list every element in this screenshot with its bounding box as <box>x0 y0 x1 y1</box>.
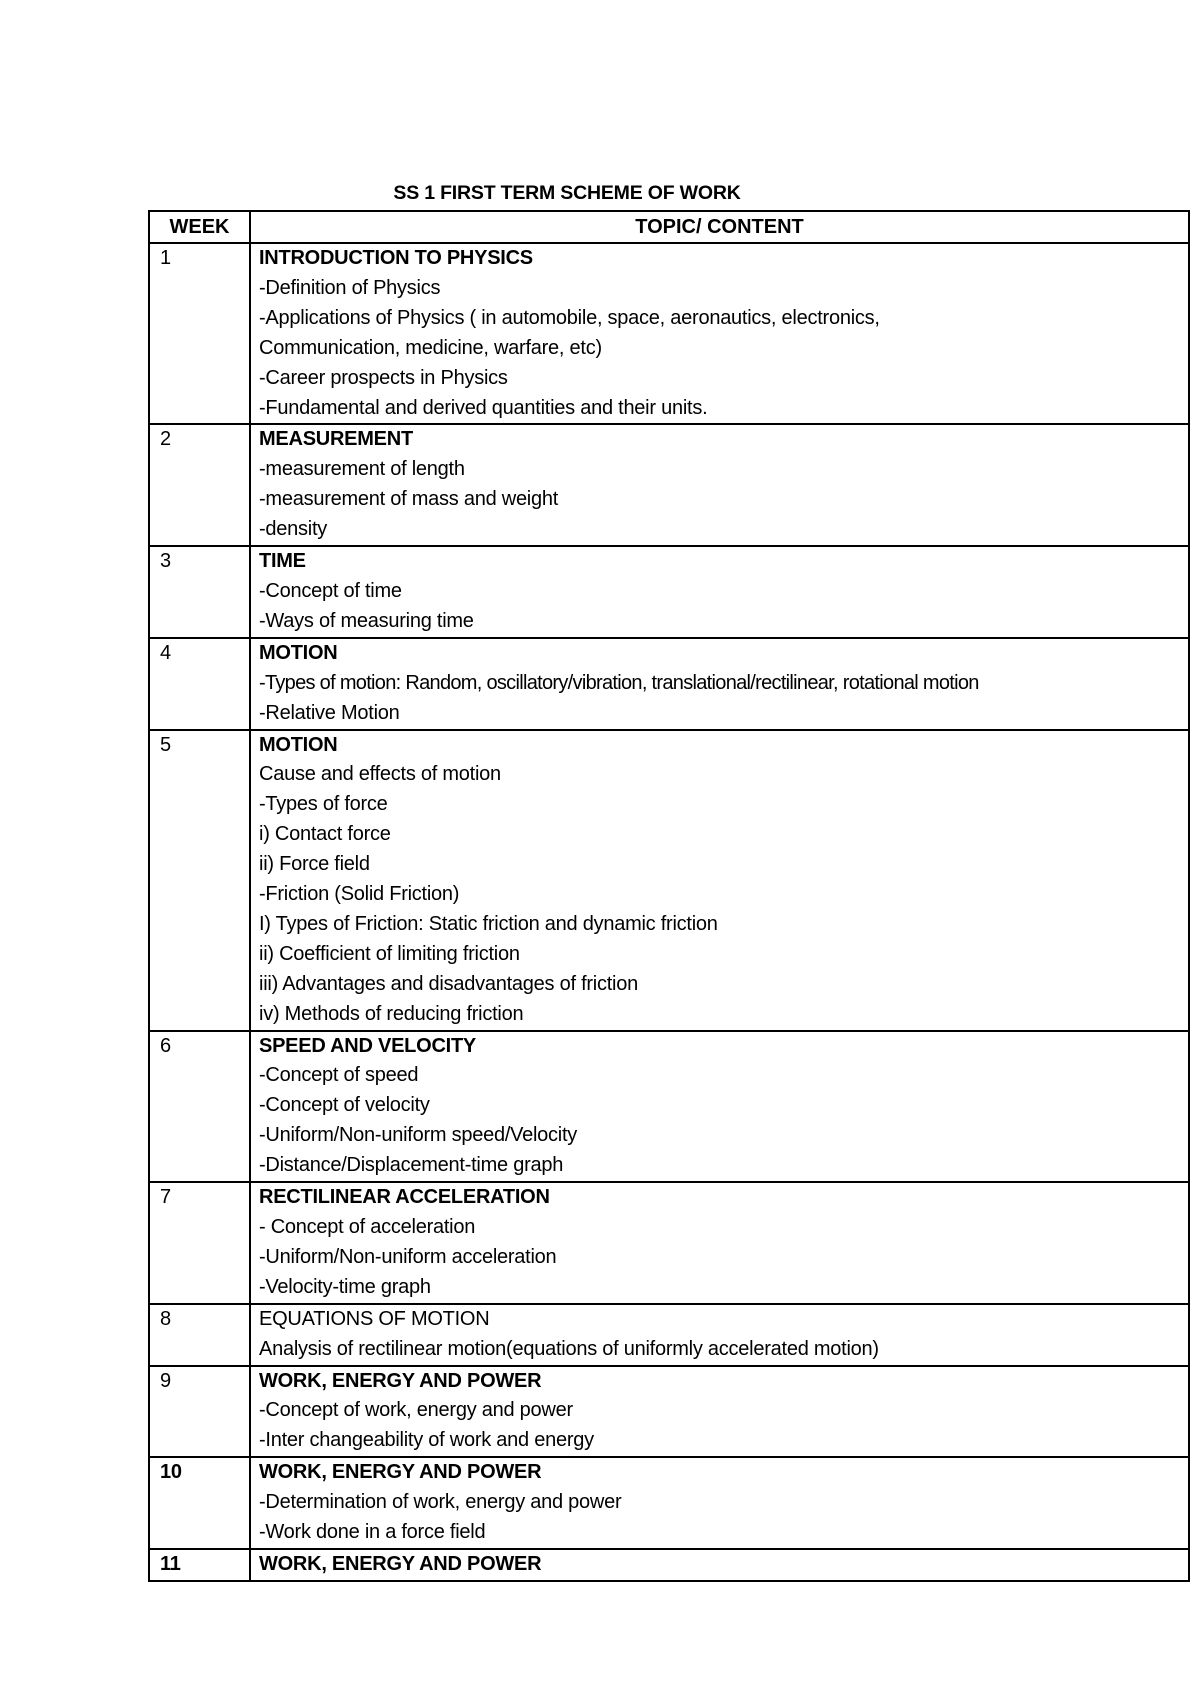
table-row <box>149 730 1189 1031</box>
table-row <box>149 1457 1189 1549</box>
topic-item: -Concept of velocity <box>259 1094 430 1117</box>
week-number: 7 <box>149 1182 250 1304</box>
topic-heading: EQUATIONS OF MOTION <box>259 1307 490 1330</box>
week-number: 6 <box>149 1031 250 1183</box>
document-title: SS 1 FIRST TERM SCHEME OF WORK <box>393 182 741 204</box>
topic-column-header: TOPIC/ CONTENT <box>250 211 1189 243</box>
week-number: 3 <box>149 546 250 638</box>
topic-item: -measurement of mass and weight <box>259 488 559 511</box>
topic-cell <box>250 1457 1189 1549</box>
topic-item: Communication, medicine, warfare, etc) <box>259 336 602 359</box>
topic-cell <box>250 1304 1189 1366</box>
topic-heading: INTRODUCTION TO PHYSICS <box>259 247 533 269</box>
week-number: 2 <box>149 424 250 546</box>
topic-item: -Career prospects in Physics <box>259 366 508 389</box>
topic-heading: WORK, ENERGY AND POWER <box>259 1369 542 1392</box>
week-number: 10 <box>149 1457 250 1549</box>
week-number: 8 <box>149 1304 250 1366</box>
topic-item: -Relative Motion <box>259 701 400 724</box>
topic-cell <box>250 1366 1189 1458</box>
topic-item: -Uniform/Non-uniform acceleration <box>259 1245 557 1268</box>
topic-item: -Velocity-time graph <box>259 1275 431 1298</box>
topic-cell <box>250 424 1189 546</box>
topic-item: - Concept of acceleration <box>259 1216 476 1238</box>
topic-item: iii) Advantages and disadvantages of friction <box>259 972 638 995</box>
topic-heading: MOTION <box>259 641 338 664</box>
topic-item: ii) Force field <box>259 853 370 876</box>
topic-item: -Definition of Physics <box>259 276 441 299</box>
topic-item: -Distance/Displacement-time graph <box>259 1154 564 1177</box>
topic-item: -Concept of speed <box>259 1064 419 1087</box>
week-number: 1 <box>149 243 250 424</box>
topic-item: I) Types of Friction: Static friction and dynamic friction <box>259 912 718 935</box>
topic-item: -measurement of length <box>259 458 465 481</box>
topic-item: -Types of force <box>259 793 388 816</box>
topic-item: -Fundamental and derived quantities and their units. <box>259 396 708 419</box>
week-number: 4 <box>149 638 250 730</box>
table-header-row <box>149 211 1189 243</box>
scheme-of-work-table <box>148 210 1190 1582</box>
topic-cell <box>250 730 1189 1031</box>
topic-heading: MOTION <box>259 733 338 756</box>
topic-heading: MEASUREMENT <box>259 428 413 451</box>
topic-cell <box>250 1549 1189 1581</box>
topic-item: -Concept of time <box>259 579 402 602</box>
table-row <box>149 546 1189 638</box>
topic-item: -Ways of measuring time <box>259 609 474 632</box>
topic-item: -density <box>259 518 328 541</box>
topic-cell <box>250 1031 1189 1183</box>
table-row <box>149 1031 1189 1183</box>
table-row <box>149 1549 1189 1581</box>
table-row <box>149 638 1189 730</box>
topic-cell <box>250 1182 1189 1304</box>
table-row <box>149 243 1189 424</box>
topic-item: i) Contact force <box>259 823 391 846</box>
topic-item: -Types of motion: Random, oscillatory/vibration, translational/rectilinear, rotational motion <box>259 671 979 694</box>
table-row <box>149 1366 1189 1458</box>
topic-item: ii) Coefficient of limiting friction <box>259 942 520 965</box>
topic-item: -Inter changeability of work and energy <box>259 1429 594 1452</box>
table-row <box>149 424 1189 546</box>
week-number: 11 <box>149 1549 250 1581</box>
topic-item: -Concept of work, energy and power <box>259 1399 573 1422</box>
week-number: 5 <box>149 730 250 1031</box>
topic-heading: WORK, ENERGY AND POWER <box>259 1552 542 1575</box>
topic-item: -Determination of work, energy and power <box>259 1491 622 1514</box>
topic-item: -Work done in a force field <box>259 1521 486 1544</box>
topic-heading: RECTILINEAR ACCELERATION <box>259 1186 550 1209</box>
table-row <box>149 1182 1189 1304</box>
topic-cell <box>250 638 1189 730</box>
topic-heading: TIME <box>259 550 306 573</box>
topic-heading: WORK, ENERGY AND POWER <box>259 1461 542 1484</box>
week-number: 9 <box>149 1366 250 1458</box>
week-column-header: WEEK <box>149 211 250 243</box>
topic-item: Analysis of rectilinear motion(equations of uniformly accelerated motion) <box>259 1337 879 1360</box>
topic-cell <box>250 243 1189 424</box>
topic-item: -Applications of Physics ( in automobile, space, aeronautics, electronics, <box>259 306 880 329</box>
topic-item: -Friction (Solid Friction) <box>259 883 460 906</box>
table-row <box>149 1304 1189 1366</box>
topic-item: -Uniform/Non-uniform speed/Velocity <box>259 1124 578 1147</box>
topic-item: iv) Methods of reducing friction <box>259 1002 524 1025</box>
topic-heading: SPEED AND VELOCITY <box>259 1034 477 1057</box>
topic-cell <box>250 546 1189 638</box>
topic-item: Cause and effects of motion <box>259 763 501 786</box>
